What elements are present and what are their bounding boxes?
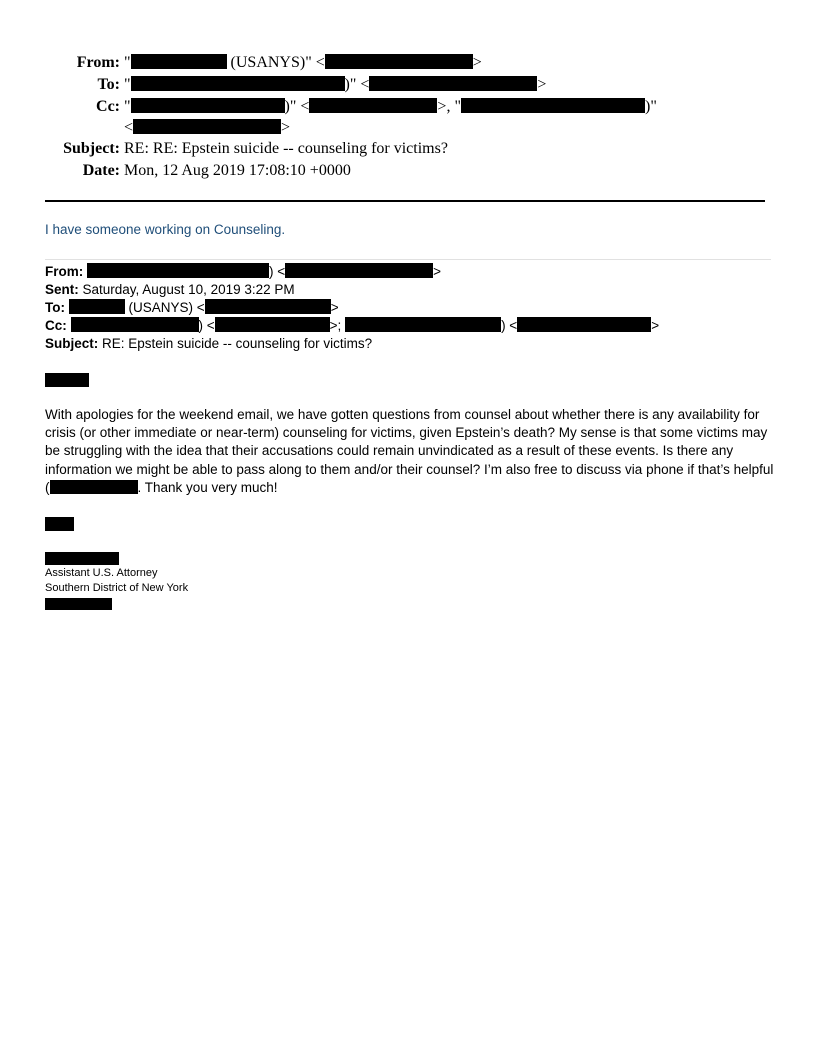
- greeting-redaction: [45, 373, 89, 387]
- subject-value: RE: RE: Epstein suicide -- counseling for victims?: [124, 140, 448, 157]
- redaction: [517, 317, 651, 332]
- signature-title: Assistant U.S. Attorney: [45, 567, 158, 579]
- header-from-row: From: " (USANYS)" < >: [0, 52, 816, 74]
- redaction: [131, 98, 285, 113]
- fwd-to-row: To: (USANYS) < >: [45, 300, 339, 315]
- subject-label: Subject:: [63, 140, 120, 157]
- from-sender-org: (USANYS)": [230, 54, 312, 71]
- signature-phone-redaction: [45, 598, 112, 610]
- redaction: [345, 317, 501, 332]
- fwd-to-org: (USANYS): [128, 300, 194, 315]
- reply-text: I have someone working on Counseling.: [45, 222, 286, 237]
- fwd-subject-row: [45, 335, 785, 353]
- redaction: [131, 54, 227, 69]
- fwd-sent-value: Saturday, August 10, 2019 3:22 PM: [82, 282, 295, 297]
- signature-name-redaction: [45, 552, 119, 565]
- cc-label: Cc:: [96, 98, 120, 115]
- fwd-subject-label: Subject:: [45, 336, 99, 351]
- phone-redaction: [50, 480, 138, 494]
- to-label: To:: [97, 76, 120, 93]
- date-label: Date:: [82, 162, 120, 179]
- message-body-closing: . Thank you very much!: [137, 479, 278, 495]
- date-value: Mon, 12 Aug 2019 17:08:10 +0000: [124, 162, 351, 179]
- fwd-from-label: From:: [45, 264, 84, 279]
- redaction: [131, 76, 345, 91]
- message-body-text: With apologies for the weekend email, we have gotten questions from counsel about whether there is any availability for crisis (or other immediate or near-term) counseling for victims, given Epstein’s death? My sense is that some victims may be struggling with the idea that their accusations could remain unvindicated as a result of these events. Is there any information we might be able to pass along to them and/or their counsel? I’m also free to discuss via phone if that’s helpful (: [45, 407, 774, 495]
- redaction: [285, 263, 433, 278]
- fwd-subject-value: RE: Epstein suicide -- counseling for victims?: [102, 336, 373, 351]
- redaction: [205, 299, 331, 314]
- header-date-row: [0, 160, 816, 182]
- forwarded-header: [45, 263, 785, 353]
- header-cc-continued-row: < >: [124, 119, 291, 136]
- redaction: [69, 299, 125, 314]
- redaction: [71, 317, 199, 332]
- signature-block: [45, 566, 188, 596]
- forward-divider: [45, 259, 771, 260]
- header-divider: [45, 200, 765, 202]
- from-label: From:: [76, 54, 120, 71]
- redaction: [215, 317, 330, 332]
- redaction: [461, 98, 645, 113]
- fwd-sent-row: [45, 281, 785, 299]
- message-body: [45, 406, 775, 497]
- redaction: [325, 54, 473, 69]
- fwd-from-row: From: ) < >: [45, 264, 442, 279]
- header-cc-row: Cc: " )" < >, " )": [0, 96, 816, 118]
- redaction: [309, 98, 437, 113]
- signature-office: Southern District of New York: [45, 582, 189, 594]
- fwd-to-label: To:: [45, 300, 65, 315]
- signoff-redaction: [45, 517, 74, 531]
- fwd-cc-label: Cc:: [45, 318, 67, 333]
- redaction: [87, 263, 269, 278]
- header-to-row: To: " )" < >: [0, 74, 816, 96]
- redaction: [369, 76, 537, 91]
- fwd-sent-label: Sent:: [45, 282, 79, 297]
- redaction: [133, 119, 281, 134]
- email-header: [0, 52, 816, 182]
- fwd-cc-row: Cc: ) < >; ) < >: [45, 318, 660, 333]
- header-subject-row: [0, 138, 816, 160]
